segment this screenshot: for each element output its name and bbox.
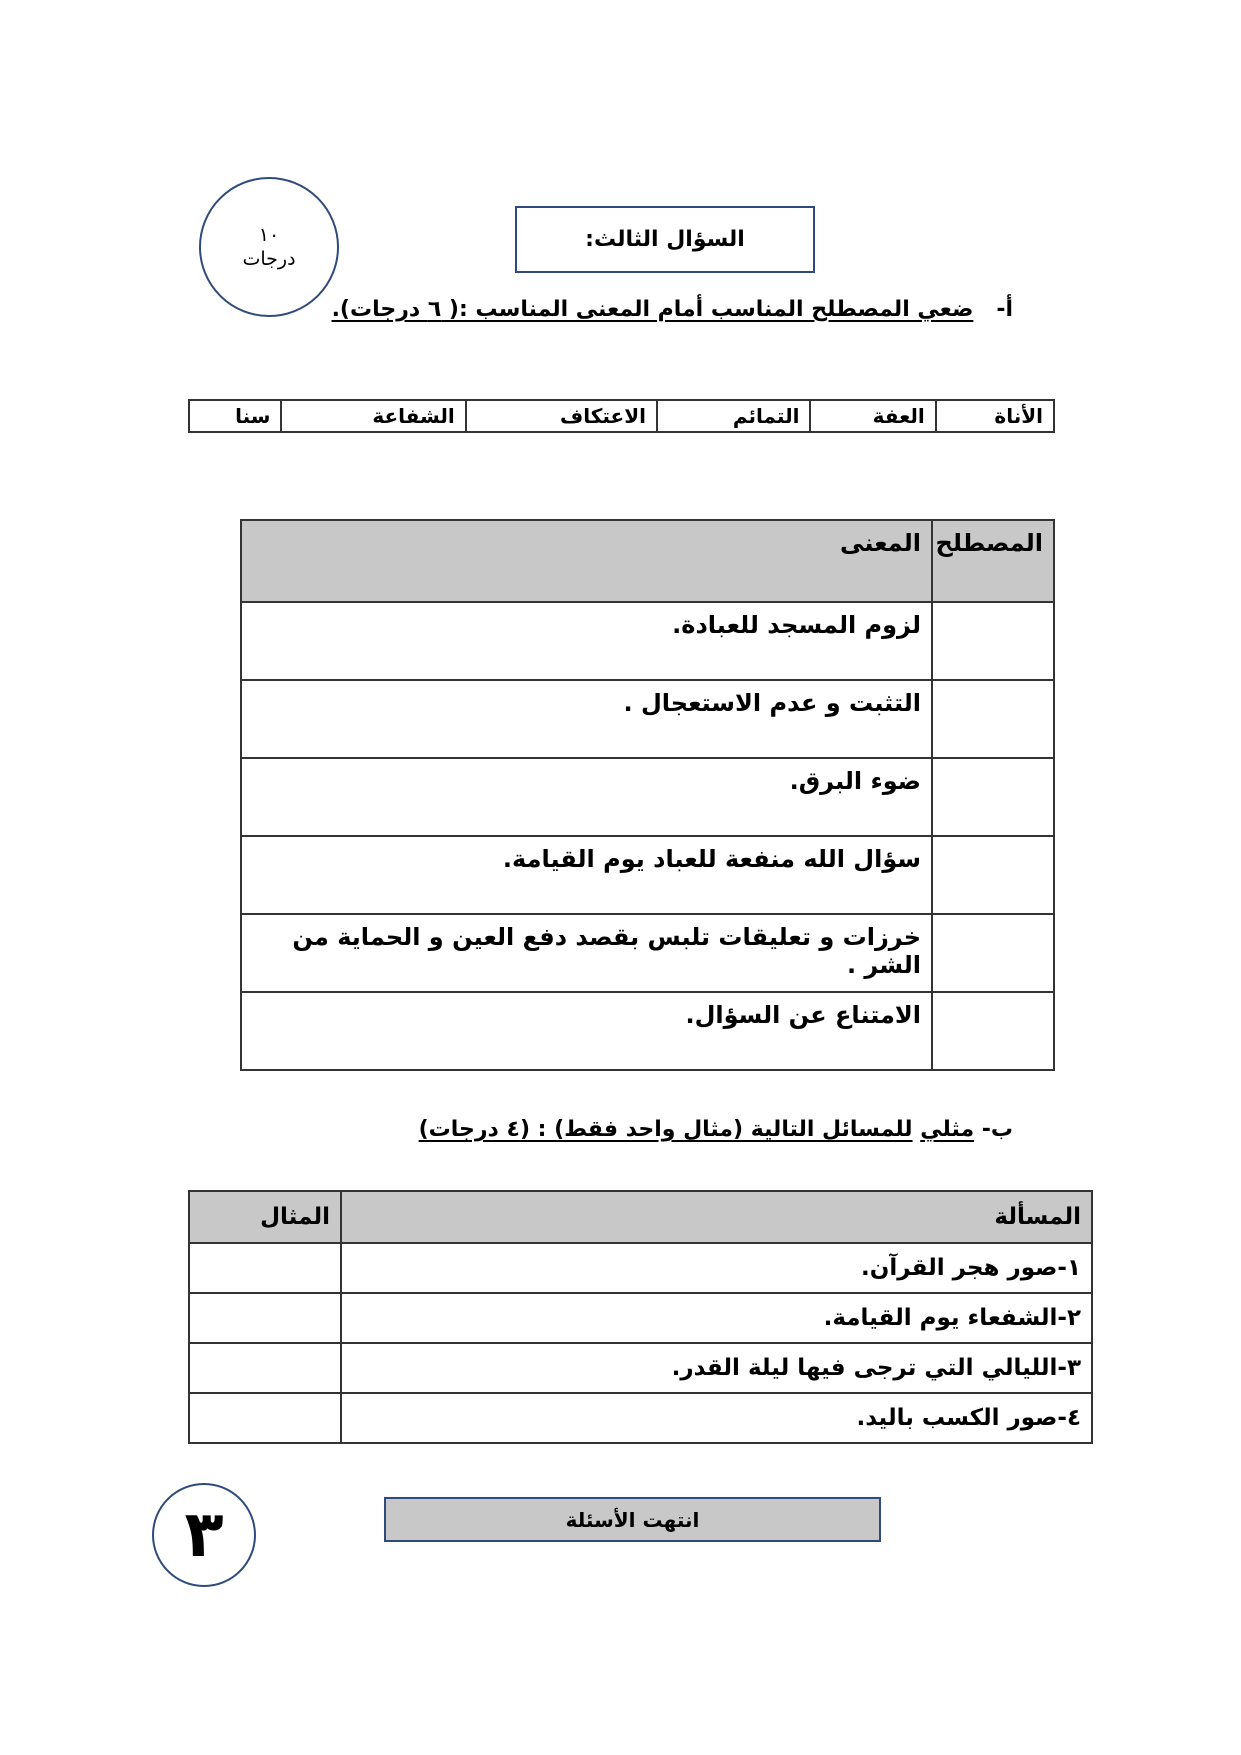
word-bank-item: التمائم: [657, 400, 811, 432]
page-number-badge: [152, 1483, 256, 1587]
score-number: ١٠: [258, 224, 280, 246]
term-answer-cell[interactable]: [932, 602, 1054, 680]
part-a-heading: [332, 297, 1013, 322]
term-answer-cell[interactable]: [932, 680, 1054, 758]
meaning-header: المعنى: [241, 520, 932, 602]
term-answer-cell[interactable]: [932, 992, 1054, 1070]
part-a-instruction: ضعي المصطلح المناسب أمام المعنى المناسب :( ٦ درجات).: [331, 297, 974, 322]
word-bank-table: [188, 399, 1055, 433]
part-b-verb: مثلي: [920, 1117, 975, 1142]
table-header-row: [241, 520, 1054, 602]
word-bank-item: العفة: [810, 400, 935, 432]
word-bank-item: الشفاعة: [281, 400, 465, 432]
word-bank-item: الأناة: [936, 400, 1054, 432]
meaning-cell: خرزات و تعليقات تلبس بقصد دفع العين و الحماية من الشر .: [241, 914, 932, 992]
issue-cell: ٤-صور الكسب باليد.: [341, 1393, 1092, 1443]
issue-cell: ٣-الليالي التي ترجى فيها ليلة القدر.: [341, 1343, 1092, 1393]
example-answer-cell[interactable]: [189, 1343, 341, 1393]
page-number: ٣: [184, 1498, 224, 1572]
term-answer-cell[interactable]: [932, 914, 1054, 992]
table-row: [241, 758, 1054, 836]
example-header: المثال: [189, 1191, 341, 1243]
example-answer-cell[interactable]: [189, 1393, 341, 1443]
part-b-letter: ب-: [981, 1117, 1013, 1142]
examples-table: [188, 1190, 1093, 1444]
meaning-cell: التثبت و عدم الاستعجال .: [241, 680, 932, 758]
term-answer-cell[interactable]: [932, 836, 1054, 914]
word-bank-item: الاعتكاف: [466, 400, 657, 432]
question-title-box: [515, 206, 815, 273]
term-header: المصطلح: [932, 520, 1054, 602]
issue-cell: ٢-الشفعاء يوم القيامة.: [341, 1293, 1092, 1343]
part-a-letter: أ-: [996, 297, 1013, 322]
question-title: السؤال الثالث:: [585, 227, 745, 252]
terms-table: [240, 519, 1055, 1071]
example-answer-cell[interactable]: [189, 1293, 341, 1343]
meaning-cell: سؤال الله منفعة للعباد يوم القيامة.: [241, 836, 932, 914]
end-note: انتهت الأسئلة: [565, 1507, 700, 1532]
score-unit: درجات: [242, 248, 296, 270]
table-row: [241, 992, 1054, 1070]
table-row: [241, 680, 1054, 758]
table-row: [241, 914, 1054, 992]
table-row: [189, 1393, 1092, 1443]
issue-cell: ١-صور هجر القرآن.: [341, 1243, 1092, 1293]
table-row: [241, 602, 1054, 680]
meaning-cell: لزوم المسجد للعبادة.: [241, 602, 932, 680]
table-row: [189, 1293, 1092, 1343]
example-answer-cell[interactable]: [189, 1243, 341, 1293]
table-row: [241, 836, 1054, 914]
meaning-cell: ضوء البرق.: [241, 758, 932, 836]
table-row: [189, 1343, 1092, 1393]
issue-header: المسألة: [341, 1191, 1092, 1243]
part-b-heading: [419, 1117, 1013, 1142]
score-badge: [199, 177, 339, 317]
word-bank-item: سنا: [189, 400, 281, 432]
meaning-cell: الامتناع عن السؤال.: [241, 992, 932, 1070]
end-note-box: [384, 1497, 881, 1542]
table-row: [189, 1243, 1092, 1293]
term-answer-cell[interactable]: [932, 758, 1054, 836]
table-header-row: [189, 1191, 1092, 1243]
part-b-instruction: للمسائل التالية (مثال واحد فقط) : (٤ درجات): [418, 1117, 913, 1142]
